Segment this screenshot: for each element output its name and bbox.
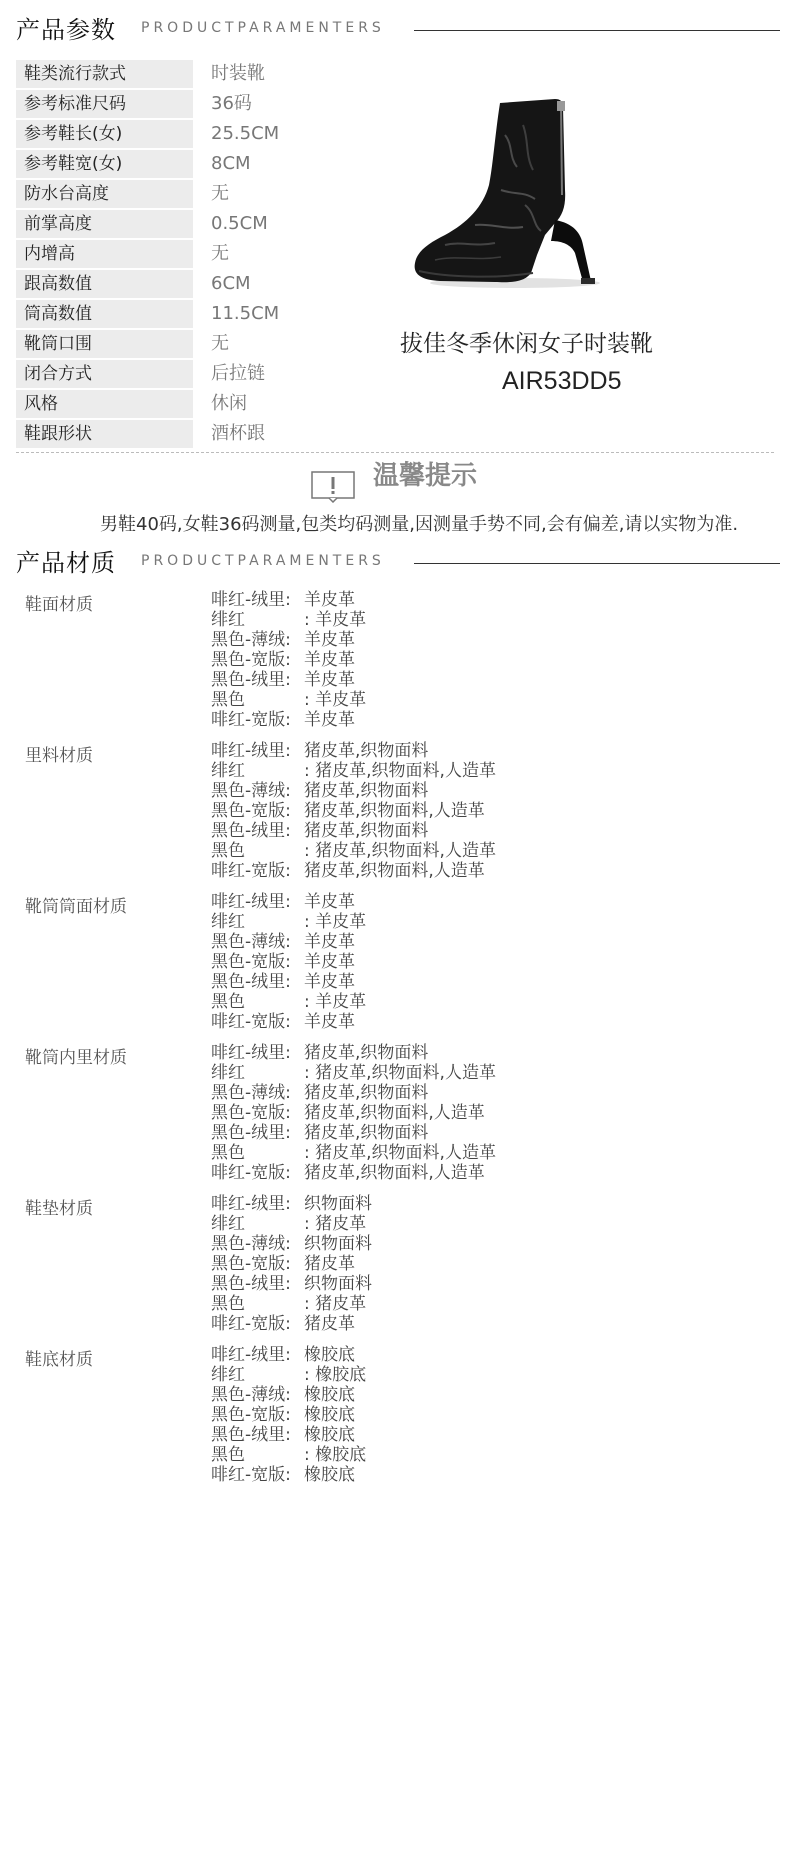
material-line xyxy=(211,801,496,821)
material-line xyxy=(211,992,366,1012)
material-value: 橡胶底 xyxy=(304,1385,355,1405)
material-line xyxy=(211,912,366,932)
material-line xyxy=(211,710,366,730)
material-value: 猪皮革,织物面料 xyxy=(304,741,429,761)
material-line xyxy=(211,650,366,670)
notice-title: 温馨提示 xyxy=(373,461,478,491)
material-value: 猪皮革 xyxy=(304,1314,355,1334)
material-line xyxy=(211,1425,366,1445)
material-value: : 猪皮革 xyxy=(304,1294,367,1314)
material-value: 羊皮革 xyxy=(304,1012,355,1032)
param-row xyxy=(16,420,396,450)
material-lines xyxy=(211,1043,496,1183)
material-label: 鞋底材质 xyxy=(25,1350,93,1370)
param-value: 后拉链 xyxy=(211,363,265,384)
param-key: 跟高数值 xyxy=(16,270,193,298)
param-key: 参考鞋宽(女) xyxy=(16,150,193,178)
param-row xyxy=(16,180,396,210)
material-line xyxy=(211,1163,496,1183)
material-color-variant: 黑色-薄绒: xyxy=(211,1083,291,1103)
param-key: 内增高 xyxy=(16,240,193,268)
product-name: 拔佳冬季休闲女子时装靴 xyxy=(400,331,653,357)
material-line xyxy=(211,1465,366,1485)
material-color-variant: 啡红-绒里: xyxy=(211,892,291,912)
material-line xyxy=(211,1365,366,1385)
material-color-variant: 啡红-绒里: xyxy=(211,741,291,761)
material-color-variant: 黑色 xyxy=(211,690,245,710)
material-color-variant: 绯红 xyxy=(211,912,245,932)
material-line xyxy=(211,1214,372,1234)
material-value: 羊皮革 xyxy=(304,710,355,730)
material-line xyxy=(211,610,366,630)
material-value: 羊皮革 xyxy=(304,590,355,610)
material-label: 里料材质 xyxy=(25,746,93,766)
material-line xyxy=(211,1445,366,1465)
material-color-variant: 啡红-宽版: xyxy=(211,1163,291,1183)
material-value: 猪皮革 xyxy=(304,1254,355,1274)
product-boot-image xyxy=(405,95,635,295)
material-color-variant: 黑色 xyxy=(211,1445,245,1465)
param-key: 闭合方式 xyxy=(16,360,193,388)
param-row xyxy=(16,90,396,120)
material-line xyxy=(211,932,366,952)
material-color-variant: 黑色-绒里: xyxy=(211,1425,291,1445)
param-value: 11.5CM xyxy=(211,303,280,324)
material-color-variant: 黑色-宽版: xyxy=(211,1103,291,1123)
param-key: 参考鞋长(女) xyxy=(16,120,193,148)
material-value: 猪皮革,织物面料 xyxy=(304,1043,429,1063)
material-line xyxy=(211,1103,496,1123)
material-value: 猪皮革,织物面料,人造革 xyxy=(304,1163,485,1183)
material-value: : 羊皮革 xyxy=(304,992,367,1012)
material-line xyxy=(211,1083,496,1103)
params-table xyxy=(16,60,396,450)
header-rule xyxy=(414,30,780,31)
param-row xyxy=(16,60,396,90)
params-section-title: 产品参数 xyxy=(16,16,116,44)
material-label: 靴筒筒面材质 xyxy=(25,897,127,917)
material-color-variant: 黑色-薄绒: xyxy=(211,932,291,952)
material-color-variant: 黑色-薄绒: xyxy=(211,781,291,801)
material-color-variant: 黑色-绒里: xyxy=(211,670,291,690)
param-value: 无 xyxy=(211,183,229,204)
param-row xyxy=(16,240,396,270)
material-value: : 猪皮革,织物面料,人造革 xyxy=(304,1063,496,1083)
material-value: : 橡胶底 xyxy=(304,1445,367,1465)
param-value: 8CM xyxy=(211,153,251,174)
material-value: 猪皮革,织物面料,人造革 xyxy=(304,801,485,821)
material-value: 羊皮革 xyxy=(304,932,355,952)
params-section-subtitle: PRODUCTPARAMENTERS xyxy=(141,20,385,36)
param-key: 防水台高度 xyxy=(16,180,193,208)
param-key: 鞋跟形状 xyxy=(16,420,193,448)
material-value: : 羊皮革 xyxy=(304,912,367,932)
material-line xyxy=(211,630,366,650)
material-color-variant: 黑色-绒里: xyxy=(211,972,291,992)
material-color-variant: 黑色-薄绒: xyxy=(211,630,291,650)
materials-section-header xyxy=(16,543,780,583)
materials-section-title: 产品材质 xyxy=(16,549,116,577)
material-line xyxy=(211,1294,372,1314)
material-line xyxy=(211,1314,372,1334)
material-color-variant: 啡红-宽版: xyxy=(211,1012,291,1032)
material-value: 猪皮革,织物面料 xyxy=(304,821,429,841)
material-color-variant: 绯红 xyxy=(211,1214,245,1234)
material-value: 羊皮革 xyxy=(304,670,355,690)
param-row xyxy=(16,390,396,420)
param-value: 0.5CM xyxy=(211,213,268,234)
material-color-variant: 啡红-绒里: xyxy=(211,590,291,610)
param-key: 风格 xyxy=(16,390,193,418)
product-model: AIR53DD5 xyxy=(502,367,622,395)
material-line xyxy=(211,1385,366,1405)
material-lines xyxy=(211,1345,366,1485)
material-value: : 羊皮革 xyxy=(304,690,367,710)
material-value: 羊皮革 xyxy=(304,952,355,972)
material-line xyxy=(211,1234,372,1254)
material-value: : 橡胶底 xyxy=(304,1365,367,1385)
material-value: 猪皮革,织物面料 xyxy=(304,1123,429,1143)
material-value: 猪皮革,织物面料 xyxy=(304,1083,429,1103)
material-value: 猪皮革,织物面料,人造革 xyxy=(304,1103,485,1123)
material-value: : 猪皮革 xyxy=(304,1214,367,1234)
material-line xyxy=(211,781,496,801)
materials-section-subtitle: PRODUCTPARAMENTERS xyxy=(141,553,385,569)
material-line xyxy=(211,1345,366,1365)
material-value: 织物面料 xyxy=(304,1274,372,1294)
material-value: 羊皮革 xyxy=(304,892,355,912)
param-key: 靴筒口围 xyxy=(16,330,193,358)
material-label: 靴筒内里材质 xyxy=(25,1048,127,1068)
material-color-variant: 黑色 xyxy=(211,841,245,861)
material-line xyxy=(211,841,496,861)
material-value: 猪皮革,织物面料,人造革 xyxy=(304,861,485,881)
param-row xyxy=(16,300,396,330)
material-color-variant: 黑色-宽版: xyxy=(211,952,291,972)
param-value: 25.5CM xyxy=(211,123,280,144)
param-value: 无 xyxy=(211,333,229,354)
param-value: 6CM xyxy=(211,273,251,294)
material-color-variant: 黑色-绒里: xyxy=(211,1123,291,1143)
material-value: 织物面料 xyxy=(304,1194,372,1214)
material-line xyxy=(211,1063,496,1083)
notice-text: 男鞋40码,女鞋36码测量,包类均码测量,因测量手势不同,会有偏差,请以实物为准. xyxy=(100,514,739,535)
material-line xyxy=(211,1194,372,1214)
material-color-variant: 绯红 xyxy=(211,610,245,630)
material-line xyxy=(211,821,496,841)
param-value: 无 xyxy=(211,243,229,264)
material-value: 橡胶底 xyxy=(304,1345,355,1365)
param-value: 酒杯跟 xyxy=(211,423,265,444)
param-value: 休闲 xyxy=(211,393,247,414)
material-lines xyxy=(211,1194,372,1334)
material-label: 鞋垫材质 xyxy=(25,1199,93,1219)
material-color-variant: 绯红 xyxy=(211,1063,245,1083)
material-value: : 猪皮革,织物面料,人造革 xyxy=(304,761,496,781)
param-row xyxy=(16,120,396,150)
material-color-variant: 黑色-宽版: xyxy=(211,1254,291,1274)
param-row xyxy=(16,330,396,360)
material-color-variant: 啡红-绒里: xyxy=(211,1345,291,1365)
dashed-divider xyxy=(16,452,774,453)
material-value: : 羊皮革 xyxy=(304,610,367,630)
material-line xyxy=(211,741,496,761)
material-line xyxy=(211,1043,496,1063)
material-color-variant: 啡红-宽版: xyxy=(211,1465,291,1485)
material-value: : 猪皮革,织物面料,人造革 xyxy=(304,1143,496,1163)
param-key: 筒高数值 xyxy=(16,300,193,328)
material-color-variant: 黑色-绒里: xyxy=(211,821,291,841)
param-row xyxy=(16,270,396,300)
material-line xyxy=(211,1143,496,1163)
material-line xyxy=(211,861,496,881)
material-color-variant: 啡红-宽版: xyxy=(211,1314,291,1334)
material-color-variant: 黑色-薄绒: xyxy=(211,1385,291,1405)
material-line xyxy=(211,670,366,690)
material-color-variant: 黑色-宽版: xyxy=(211,801,291,821)
material-color-variant: 黑色 xyxy=(211,1294,245,1314)
param-value: 36码 xyxy=(211,93,252,114)
material-label: 鞋面材质 xyxy=(25,595,93,615)
material-line xyxy=(211,1012,366,1032)
header-rule xyxy=(414,563,780,564)
material-line xyxy=(211,1123,496,1143)
material-lines xyxy=(211,590,366,730)
param-row xyxy=(16,210,396,240)
material-line xyxy=(211,761,496,781)
material-color-variant: 黑色-薄绒: xyxy=(211,1234,291,1254)
material-color-variant: 绯红 xyxy=(211,1365,245,1385)
exclamation-box-icon xyxy=(311,471,355,503)
param-value: 时装靴 xyxy=(211,63,265,84)
material-line xyxy=(211,1405,366,1425)
material-value: 橡胶底 xyxy=(304,1405,355,1425)
material-line xyxy=(211,1274,372,1294)
material-color-variant: 啡红-绒里: xyxy=(211,1043,291,1063)
material-line xyxy=(211,952,366,972)
material-value: 橡胶底 xyxy=(304,1425,355,1445)
param-key: 前掌高度 xyxy=(16,210,193,238)
material-color-variant: 啡红-绒里: xyxy=(211,1194,291,1214)
material-color-variant: 黑色-绒里: xyxy=(211,1274,291,1294)
material-color-variant: 啡红-宽版: xyxy=(211,861,291,881)
material-value: 羊皮革 xyxy=(304,650,355,670)
material-line xyxy=(211,690,366,710)
material-value: 羊皮革 xyxy=(304,972,355,992)
material-color-variant: 黑色 xyxy=(211,992,245,1012)
material-value: 羊皮革 xyxy=(304,630,355,650)
material-color-variant: 黑色-宽版: xyxy=(211,1405,291,1425)
material-value: 猪皮革,织物面料 xyxy=(304,781,429,801)
material-value: : 猪皮革,织物面料,人造革 xyxy=(304,841,496,861)
material-value: 橡胶底 xyxy=(304,1465,355,1485)
material-value: 织物面料 xyxy=(304,1234,372,1254)
material-line xyxy=(211,892,366,912)
material-color-variant: 绯红 xyxy=(211,761,245,781)
param-row xyxy=(16,150,396,180)
material-color-variant: 黑色 xyxy=(211,1143,245,1163)
material-lines xyxy=(211,892,366,1032)
material-color-variant: 啡红-宽版: xyxy=(211,710,291,730)
param-key: 参考标准尺码 xyxy=(16,90,193,118)
material-line xyxy=(211,1254,372,1274)
material-line xyxy=(211,590,366,610)
material-color-variant: 黑色-宽版: xyxy=(211,650,291,670)
params-section-header xyxy=(16,10,780,50)
param-key: 鞋类流行款式 xyxy=(16,60,193,88)
param-row xyxy=(16,360,396,390)
material-line xyxy=(211,972,366,992)
material-lines xyxy=(211,741,496,881)
